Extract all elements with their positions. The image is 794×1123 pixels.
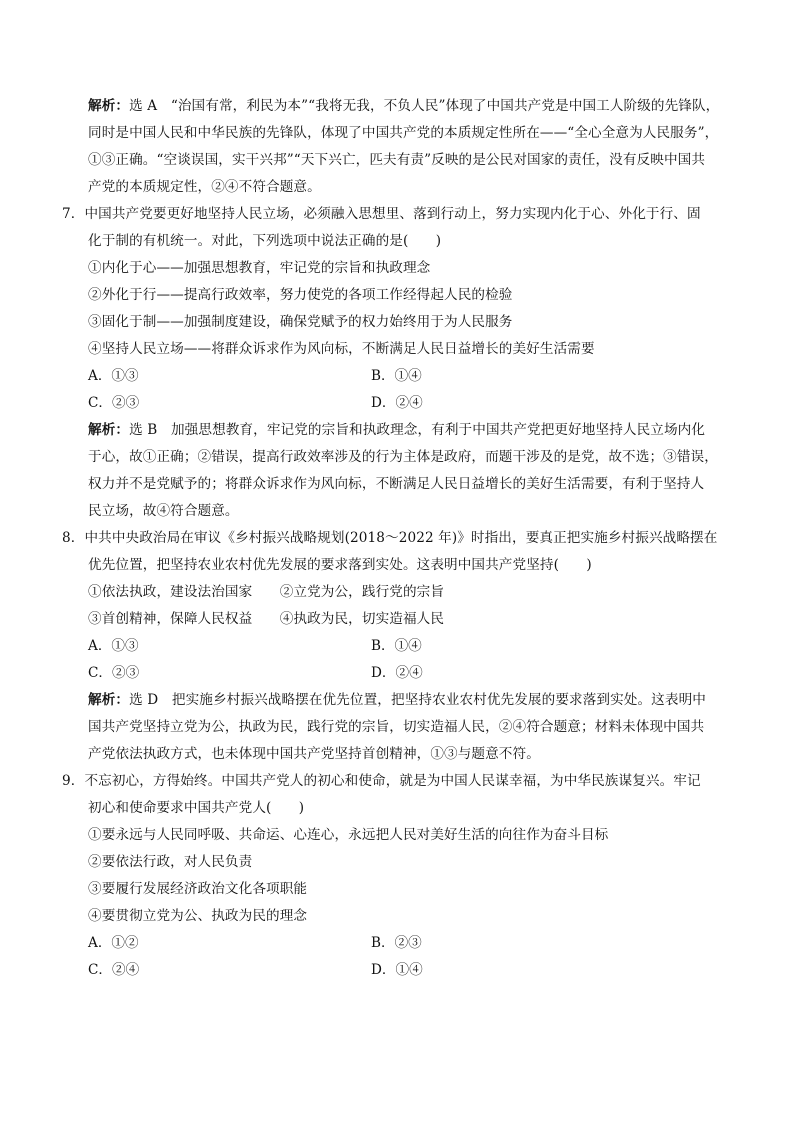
question-7-option-c: C．②③	[88, 395, 140, 411]
question-7-option-b: B．①④	[371, 368, 422, 384]
analysis-7-line-4: 民立场，故④符合题意。	[88, 503, 239, 519]
question-8-option-b: B．①④	[371, 638, 422, 654]
question-7-item-1: ①内化于心——加强思想教育，牢记党的宗旨和执政理念	[88, 260, 431, 276]
question-9-stem-2: 初心和使命要求中国共产党人( )	[88, 800, 305, 816]
analysis-7-line-3: 权力并不是党赋予的；将群众诉求作为风向标，不断满足人民日益增长的美好生活需要，有利于坚持人	[88, 476, 705, 492]
question-9-stem-1: 9．不忘初心，方得始终。中国共产党人的初心和使命，就是为中国人民谋幸福，为中华民族谋复兴。牢记	[62, 773, 701, 789]
analysis-7-line-2: 于心，故①正确；②错误，提高行政效率涉及的行为主体是政府，而题干涉及的是党，故不选；③错误，	[88, 449, 718, 465]
question-8-option-d: D．②④	[371, 665, 423, 681]
question-8-option-c: C．②③	[88, 665, 140, 681]
question-8-stem-2: 优先位置，把坚持农业农村优先发展的要求落到实处。这表明中国共产党坚持( )	[88, 557, 592, 573]
analysis-8-line-1: 解析：选 D 把实施乡村振兴战略摆在优先位置，把坚持农业农村优先发展的要求落到实处。这表明中	[88, 692, 706, 708]
question-8-items-1: ①依法执政，建设法治国家 ②立党为公，践行党的宗旨	[88, 584, 445, 600]
question-7-item-4: ④坚持人民立场——将群众诉求作为风向标，不断满足人民日益增长的美好生活需要	[88, 341, 595, 357]
question-9-option-b: B．②③	[371, 935, 422, 951]
question-7-option-d: D．②④	[371, 395, 423, 411]
question-8-stem-1: 8．中共中央政治局在审议《乡村振兴战略规划(2018～2022 年)》时指出，要真正把实施乡村振兴战略摆在	[62, 530, 718, 546]
analysis-6-line-2: 同时是中国人民和中华民族的先锋队，体现了中国共产党的本质规定性所在——“全心全意为人民服务”，	[88, 125, 719, 141]
question-9-item-4: ④要贯彻立党为公、执政为民的理念	[88, 908, 308, 924]
analysis-6-line-4: 产党的本质规定性，②④不符合题意。	[88, 179, 321, 195]
question-7-item-3: ③固化于制——加强制度建设，确保党赋予的权力始终用于为人民服务	[88, 314, 513, 330]
analysis-8-line-2: 国共产党坚持立党为公，执政为民，践行党的宗旨，切实造福人民，②④符合题意；材料未体现中国共	[88, 719, 705, 735]
question-8-option-a: A．①③	[88, 638, 139, 654]
question-9-item-2: ②要依法行政，对人民负责	[88, 854, 253, 870]
question-7-stem-1: 7．中国共产党要更好地坚持人民立场，必须融入思想里、落到行动上，努力实现内化于心、外化于行、固	[62, 206, 701, 222]
analysis-label: 解析：	[88, 692, 130, 708]
analysis-6-line-1: 解析：选 A “治国有常，利民为本”“我将无我，不负人民”体现了中国共产党是中国工人阶级的先锋队，	[88, 98, 720, 114]
question-8-items-2: ③首创精神，保障人民权益 ④执政为民，切实造福人民	[88, 611, 445, 627]
question-7-stem-2: 化于制的有机统一。对此，下列选项中说法正确的是( )	[88, 233, 442, 249]
analysis-label: 解析：	[88, 98, 130, 114]
question-7-item-2: ②外化于行——提高行政效率，努力使党的各项工作经得起人民的检验	[88, 287, 513, 303]
analysis-6-line-3: ①③正确。“空谈误国，实干兴邦”“天下兴亡，匹夫有责”反映的是公民对国家的责任，没有反映中国共	[88, 152, 706, 168]
analysis-8-line-3: 产党依法执政方式，也未体现中国共产党坚持首创精神，①③与题意不符。	[88, 746, 540, 762]
question-9-option-c: C．②④	[88, 962, 140, 978]
question-9-option-a: A．①②	[88, 935, 139, 951]
question-7-option-a: A．①③	[88, 368, 139, 384]
analysis-7-line-1: 解析：选 B 加强思想教育，牢记党的宗旨和执政理念，有利于中国共产党把更好地坚持人民立场内化	[88, 422, 706, 438]
question-9-item-1: ①要永远与人民同呼吸、共命运、心连心，永远把人民对美好生活的向往作为奋斗目标	[88, 827, 609, 843]
analysis-label: 解析：	[88, 422, 130, 438]
question-9-option-d: D．①④	[371, 962, 423, 978]
question-9-item-3: ③要履行发展经济政治文化各项职能	[88, 881, 308, 897]
